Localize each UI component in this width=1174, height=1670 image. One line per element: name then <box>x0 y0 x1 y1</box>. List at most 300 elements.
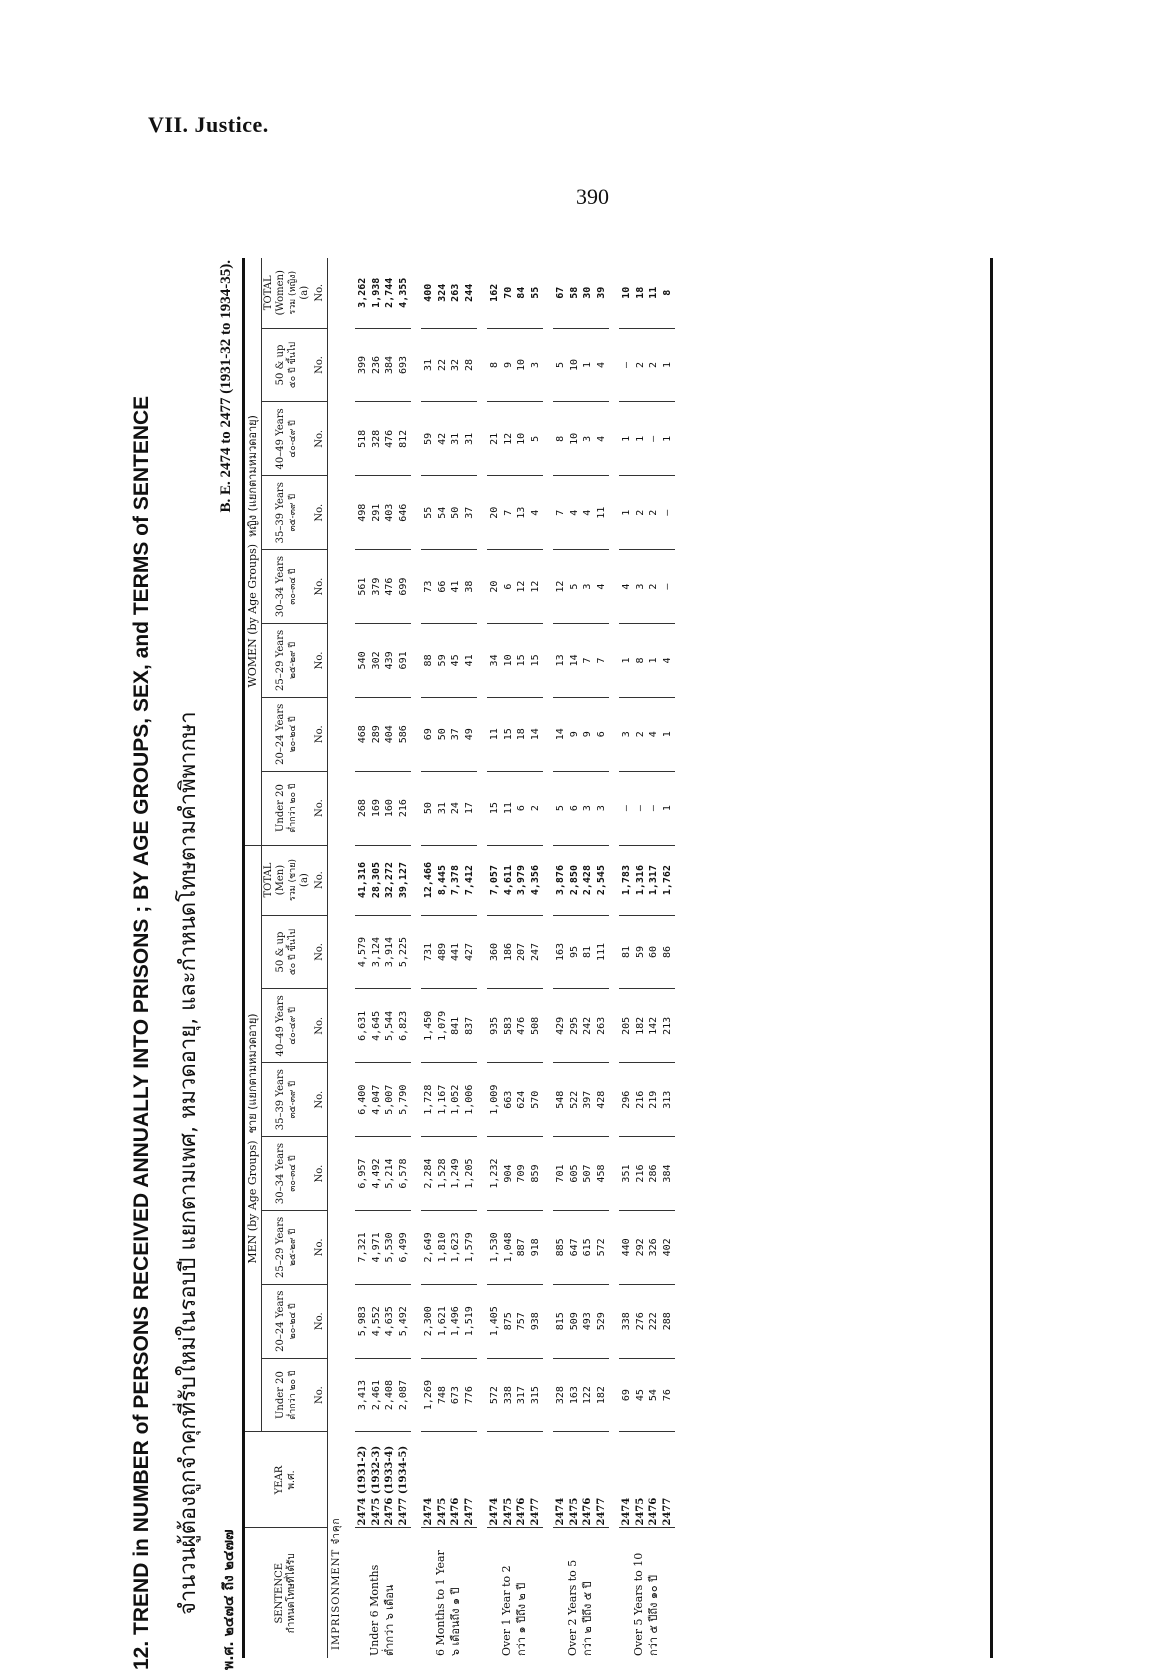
group-spacer <box>477 258 487 1658</box>
men-count-cell <box>355 1063 411 1137</box>
cell-value: 3 <box>582 583 593 590</box>
cell-value: 6 <box>516 805 527 812</box>
women-count-cell <box>487 402 543 476</box>
cell-value: 67 <box>555 286 566 299</box>
cell-value: 4 <box>595 362 607 369</box>
women-count-cell <box>487 771 543 845</box>
cell-value: 2,545 <box>595 865 607 896</box>
cell-value: 9 <box>502 362 514 369</box>
cell-value: 6,823 <box>397 1010 409 1041</box>
no-label: No. <box>313 1358 328 1432</box>
no-label: No. <box>313 476 328 550</box>
cell-value: 122 <box>582 1386 593 1405</box>
men-count-cell <box>553 1358 609 1432</box>
cell-value: 296 <box>621 1090 632 1109</box>
cell-value: 776 <box>463 1386 475 1405</box>
cell-value: 4,047 <box>370 1084 382 1115</box>
cell-value: 11 <box>648 286 659 299</box>
sentence-th: ต่ำกว่า ๖ เดือน <box>383 1584 396 1656</box>
cell-value: 302 <box>370 651 382 670</box>
cell-value: 11 <box>489 728 500 741</box>
cell-value: 4 <box>595 583 607 590</box>
men-count-cell <box>487 1137 543 1211</box>
cell-value: 7 <box>555 509 566 516</box>
cell-value: — <box>621 362 632 369</box>
cell-value: 3 <box>621 731 632 738</box>
year-value: 2475 (1932-3) <box>370 1445 382 1526</box>
cell-value: 699 <box>397 577 409 596</box>
cell-value: 10 <box>502 654 514 667</box>
sentence-cell <box>487 1528 543 1658</box>
cell-value: — <box>648 435 659 442</box>
cell-value: 8 <box>634 657 646 664</box>
men-count-cell <box>619 989 675 1063</box>
cell-value: 291 <box>370 503 382 522</box>
cell-value: 1,621 <box>436 1306 448 1337</box>
cell-value: 6,631 <box>357 1010 368 1041</box>
cell-value: 498 <box>357 503 368 522</box>
cell-value: 384 <box>384 355 395 375</box>
women-count-cell <box>421 624 477 698</box>
cell-value: 69 <box>621 1389 632 1402</box>
cell-value: 3,914 <box>384 936 395 968</box>
no-label: No. <box>313 402 328 476</box>
cell-value: 313 <box>661 1090 673 1109</box>
cell-value: 4 <box>529 509 541 516</box>
women-count-cell <box>619 550 675 624</box>
year-value: 2477 <box>595 1497 607 1526</box>
no-label: No. <box>313 624 328 698</box>
table-row <box>553 258 609 1658</box>
men-count-cell <box>619 915 675 989</box>
cell-value: 10 <box>516 432 527 445</box>
cell-value: 489 <box>436 942 448 962</box>
cell-value: 1 <box>634 435 646 442</box>
cell-value: 2 <box>634 362 646 369</box>
men-count-cell <box>421 1284 477 1358</box>
women-count-cell <box>421 328 477 402</box>
cell-value: 468 <box>357 725 368 744</box>
group-spacer <box>609 258 619 1658</box>
women-total-cell <box>619 258 675 328</box>
no-label: No. <box>313 697 328 771</box>
cell-value: 2,408 <box>384 1380 395 1411</box>
cell-value: 663 <box>502 1090 514 1109</box>
men-count-cell <box>553 915 609 989</box>
cell-value: 39 <box>595 286 607 299</box>
cell-value: 4 <box>582 509 593 516</box>
year-cell <box>553 1432 609 1528</box>
sentence-th: ๖ เดือนถึง ๑ ปี <box>449 1587 462 1656</box>
cell-value: 263 <box>595 1016 607 1035</box>
age-label-en: 50 & up <box>275 931 287 973</box>
cell-value: 15 <box>529 654 541 667</box>
cell-value: 59 <box>436 654 448 667</box>
cell-value: 701 <box>555 1164 566 1183</box>
cell-value: 815 <box>555 1312 566 1331</box>
cell-value: 709 <box>516 1164 527 1183</box>
total-label-th: รวม (หญิง) <box>287 270 298 315</box>
men-age-header <box>261 1137 312 1211</box>
women-total-cell <box>421 258 477 328</box>
women-count-cell <box>355 402 411 476</box>
cell-value: 8,445 <box>436 865 448 896</box>
women-count-cell <box>619 476 675 550</box>
period-thai: พ.ศ. ๒๔๗๔ ถึง ๒๔๗๗ <box>221 1529 237 1670</box>
prison-statistics-table <box>245 258 675 1658</box>
men-count-cell <box>355 1137 411 1211</box>
section-heading: VII. Justice. <box>148 112 269 137</box>
cell-value: 1,579 <box>463 1232 475 1263</box>
cell-value: 4,611 <box>502 865 514 896</box>
cell-value: 748 <box>436 1386 448 1405</box>
women-count-cell <box>619 697 675 771</box>
cell-value: 81 <box>582 946 593 959</box>
cell-value: 351 <box>621 1164 632 1183</box>
cell-value: 586 <box>397 725 409 744</box>
men-count-cell <box>487 1210 543 1284</box>
cell-value: 6 <box>502 583 514 590</box>
cell-value: 5,492 <box>397 1306 409 1337</box>
cell-value: 31 <box>450 432 461 445</box>
cell-value: 1,009 <box>489 1084 500 1115</box>
cell-value: 397 <box>582 1090 593 1109</box>
men-count-cell <box>421 915 477 989</box>
women-age-header <box>261 476 312 550</box>
men-total-header <box>261 845 312 915</box>
cell-value: 440 <box>621 1238 632 1257</box>
age-label-en: 25–29 Years <box>275 1216 287 1278</box>
cell-value: 1,317 <box>648 865 659 896</box>
cell-value: 691 <box>397 651 409 670</box>
cell-value: 1,519 <box>463 1306 475 1337</box>
year-value: 2477 <box>661 1497 673 1526</box>
age-label-en: 20–24 Years <box>275 1290 287 1352</box>
no-label: No. <box>313 1284 328 1358</box>
year-value: 2474 <box>489 1497 500 1526</box>
cell-value: 2,428 <box>582 865 593 896</box>
women-count-cell <box>487 328 543 402</box>
cell-value: 841 <box>450 1016 461 1035</box>
cell-value: 1,783 <box>621 865 632 896</box>
men-count-cell <box>553 1063 609 1137</box>
men-count-cell <box>619 1284 675 1358</box>
cell-value: 24 <box>450 802 461 815</box>
total-label-en: TOTAL (Women) <box>262 270 287 316</box>
table-row <box>487 258 543 1658</box>
sentence-cell <box>553 1528 609 1658</box>
cell-value: 3 <box>529 362 541 369</box>
women-count-cell <box>619 771 675 845</box>
year-value: 2476 <box>648 1497 659 1526</box>
men-count-cell <box>487 1358 543 1432</box>
cell-value: 476 <box>516 1016 527 1035</box>
cell-value: 8 <box>489 362 500 369</box>
women-age-header <box>261 697 312 771</box>
women-count-cell <box>487 476 543 550</box>
cell-value: 55 <box>529 286 541 299</box>
cell-value: 236 <box>370 355 382 375</box>
cell-value: 28,305 <box>370 862 382 899</box>
no-label: No. <box>313 1137 328 1211</box>
cell-value: 186 <box>502 942 514 962</box>
cell-value: 10 <box>516 358 527 372</box>
cell-value: 9 <box>582 731 593 738</box>
imprisonment-th: จำคุก <box>331 1517 342 1545</box>
cell-value: 58 <box>568 286 580 299</box>
cell-value: 509 <box>568 1312 580 1331</box>
cell-value: 1 <box>621 435 632 442</box>
group-spacer <box>345 258 355 1658</box>
men-count-cell <box>355 1284 411 1358</box>
imprisonment-en: IMPRISONMENT <box>331 1548 342 1650</box>
cell-value: 182 <box>634 1016 646 1035</box>
cell-value: 5,225 <box>397 936 409 968</box>
year-value: 2475 <box>568 1497 580 1526</box>
women-count-cell <box>553 402 609 476</box>
cell-value: 59 <box>634 946 646 959</box>
year-value: 2476 (1933-4) <box>384 1445 395 1526</box>
spacer-cell <box>477 258 487 1658</box>
cell-value: 4,356 <box>529 865 541 896</box>
sentence-th: กว่า ๕ ปีถึง ๑๐ ปี <box>647 1574 660 1656</box>
cell-value: 8 <box>555 435 566 442</box>
cell-value: 326 <box>648 1238 659 1257</box>
cell-value: 222 <box>648 1312 659 1331</box>
cell-value: 12 <box>516 580 527 593</box>
age-label-en: 35–39 Years <box>275 482 287 544</box>
year-value: 2477 <box>529 1497 541 1526</box>
year-value: 2474 <box>555 1497 566 1526</box>
cell-value: 404 <box>384 725 395 744</box>
cell-value: 6 <box>568 805 580 812</box>
cell-value: 6 <box>595 731 607 738</box>
age-label-th: ๓๕-๓๙ ปี <box>287 1080 298 1119</box>
cell-value: 50 <box>423 802 434 815</box>
cell-value: 572 <box>595 1238 607 1257</box>
cell-value: 41 <box>450 580 461 593</box>
cell-value: 10 <box>568 432 580 445</box>
sentence-en: Over 1 Year to 2 <box>500 1565 514 1656</box>
men-count-cell <box>355 1358 411 1432</box>
imprisonment-label <box>328 258 346 1658</box>
no-label: No. <box>313 1210 328 1284</box>
cell-value: 4 <box>595 435 607 442</box>
women-count-cell <box>487 624 543 698</box>
cell-value: 5,214 <box>384 1158 395 1189</box>
cell-value: 427 <box>463 942 475 962</box>
cell-value: 1,938 <box>370 277 382 308</box>
cell-value: 328 <box>555 1386 566 1405</box>
cell-value: 693 <box>397 355 409 375</box>
cell-value: 887 <box>516 1238 527 1257</box>
table-row <box>355 258 411 1658</box>
year-value: 2477 (1934-5) <box>397 1445 409 1526</box>
cell-value: 837 <box>463 1016 475 1035</box>
cell-value: 11 <box>595 506 607 519</box>
year-value: 2476 <box>450 1497 461 1526</box>
women-count-cell <box>421 771 477 845</box>
women-count-cell <box>487 550 543 624</box>
imprisonment-row <box>328 258 346 1658</box>
cell-value: 216 <box>634 1164 646 1183</box>
age-label-en: 25–29 Years <box>275 629 287 691</box>
cell-value: 476 <box>384 577 395 596</box>
cell-value: 1,623 <box>450 1232 461 1263</box>
table-title: 12. TREND in NUMBER of PERSONS RECEIVED ANNUALLY INTO PRISONS ; BY AGE GROUPS, SEX, and TERMS of SENTENCE <box>130 395 153 1670</box>
year-value: 2476 <box>582 1497 593 1526</box>
year-value: 2474 <box>621 1497 632 1526</box>
cell-value: 1,006 <box>463 1084 475 1115</box>
cell-value: 4,971 <box>370 1232 382 1263</box>
women-count-cell <box>421 550 477 624</box>
cell-value: 812 <box>397 429 409 448</box>
cell-value: 160 <box>384 799 395 818</box>
cell-value: 28 <box>463 358 475 372</box>
no-label: No. <box>313 771 328 845</box>
cell-value: 2,461 <box>370 1380 382 1411</box>
cell-value: 1 <box>661 731 673 738</box>
cell-value: 95 <box>568 946 580 959</box>
table-row <box>421 258 477 1658</box>
age-label-en: 30–34 Years <box>275 556 287 618</box>
group-spacer <box>411 258 421 1658</box>
cell-value: 3,979 <box>516 865 527 896</box>
cell-value: 1,167 <box>436 1084 448 1115</box>
cell-value: 182 <box>595 1386 607 1405</box>
sentence-en: Over 2 Years to 5 <box>566 1559 580 1656</box>
cell-value: 263 <box>450 283 461 302</box>
women-count-cell <box>553 624 609 698</box>
cell-value: 731 <box>423 942 434 962</box>
cell-value: 5,530 <box>384 1232 395 1263</box>
cell-value: 2 <box>648 509 659 516</box>
age-label-en: 40–49 Years <box>275 995 287 1057</box>
cell-value: 918 <box>529 1238 541 1257</box>
cell-value: 476 <box>384 429 395 448</box>
cell-value: 1,048 <box>502 1232 514 1263</box>
cell-value: 548 <box>555 1090 566 1109</box>
cell-value: 17 <box>463 802 475 815</box>
cell-value: 875 <box>502 1312 514 1331</box>
cell-value: 2,087 <box>397 1380 409 1411</box>
cell-value: 295 <box>568 1016 580 1035</box>
cell-value: 84 <box>516 286 527 299</box>
cell-value: 3,124 <box>370 936 382 968</box>
cell-value: 1,810 <box>436 1232 448 1263</box>
cell-value: 73 <box>423 580 434 593</box>
cell-value: 1,528 <box>436 1158 448 1189</box>
cell-value: 292 <box>634 1238 646 1257</box>
women-count-cell <box>553 771 609 845</box>
cell-value: 5,790 <box>397 1084 409 1115</box>
age-label-th: ๒๕-๒๙ ปี <box>287 641 298 679</box>
cell-value: 31 <box>423 358 434 372</box>
cell-value: 12 <box>555 580 566 593</box>
age-label-th: ๔๐-๔๙ ปี <box>287 420 298 458</box>
women-total-cell <box>355 258 411 328</box>
spacer-cell <box>609 258 619 1658</box>
men-count-cell <box>355 915 411 989</box>
sentence-th: กว่า ๒ ปีถึง ๕ ปี <box>581 1581 594 1656</box>
cell-value: 11 <box>502 802 514 815</box>
cell-value: 163 <box>555 942 566 962</box>
cell-value: 1,450 <box>423 1010 434 1041</box>
cell-value: 605 <box>568 1164 580 1183</box>
women-count-cell <box>487 697 543 771</box>
cell-value: 1,762 <box>661 865 673 896</box>
cell-value: 1,079 <box>436 1010 448 1041</box>
women-total-cell <box>487 258 543 328</box>
cell-value: 5 <box>555 362 566 369</box>
year-value: 2477 <box>463 1497 475 1526</box>
cell-value: 247 <box>529 942 541 962</box>
no-label: No. <box>313 845 328 915</box>
spacer-cell <box>345 258 355 1658</box>
cell-value: 15 <box>489 802 500 815</box>
men-count-cell <box>553 989 609 1063</box>
cell-value: 286 <box>648 1164 659 1183</box>
cell-value: 757 <box>516 1312 527 1331</box>
cell-value: 76 <box>661 1389 673 1402</box>
cell-value: 529 <box>595 1312 607 1331</box>
cell-value: 4,579 <box>357 936 368 968</box>
cell-value: 583 <box>502 1016 514 1035</box>
cell-value: 244 <box>463 283 475 302</box>
cell-value: 4 <box>661 657 673 664</box>
cell-value: 216 <box>634 1090 646 1109</box>
cell-value: 428 <box>595 1090 607 1109</box>
cell-value: 162 <box>489 283 500 302</box>
year-cell <box>487 1432 543 1528</box>
age-label-en: Under 20 <box>275 784 287 833</box>
cell-value: 41,316 <box>357 862 368 899</box>
no-label: No. <box>313 258 328 328</box>
age-label-th: ๒๕-๒๙ ปี <box>287 1228 298 1266</box>
men-count-cell <box>487 989 543 1063</box>
men-age-header <box>261 1210 312 1284</box>
no-label: No. <box>313 328 328 402</box>
cell-value: 324 <box>436 283 448 302</box>
rotated-table-page <box>130 250 990 1670</box>
cell-value: 2 <box>634 731 646 738</box>
cell-value: 42 <box>436 432 448 445</box>
no-label: No. <box>313 550 328 624</box>
total-label-th: รวม (ชาย) <box>287 859 298 902</box>
age-label-th: ๕๐ ปี ขึ้นไป <box>287 928 298 976</box>
cell-value: 1,232 <box>489 1158 500 1189</box>
cell-value: 18 <box>516 728 527 741</box>
cell-value: 3,413 <box>357 1380 368 1411</box>
men-count-cell <box>553 1284 609 1358</box>
cell-value: 1,205 <box>463 1158 475 1189</box>
cell-value: 403 <box>384 503 395 522</box>
women-count-cell <box>355 697 411 771</box>
women-age-header <box>261 771 312 845</box>
men-total-cell <box>421 845 477 915</box>
year-cell <box>355 1432 411 1528</box>
women-total-header <box>261 258 312 328</box>
men-count-cell <box>421 1358 477 1432</box>
cell-value: 508 <box>529 1016 541 1035</box>
cell-value: 938 <box>529 1312 541 1331</box>
women-count-cell <box>619 624 675 698</box>
year-cell <box>619 1432 675 1528</box>
sentence-th: กว่า ๑ ปีถึง ๒ ปี <box>515 1582 528 1656</box>
cell-value: 39,127 <box>397 862 409 899</box>
cell-value: 1,316 <box>634 865 646 896</box>
cell-value: 12 <box>502 432 514 445</box>
